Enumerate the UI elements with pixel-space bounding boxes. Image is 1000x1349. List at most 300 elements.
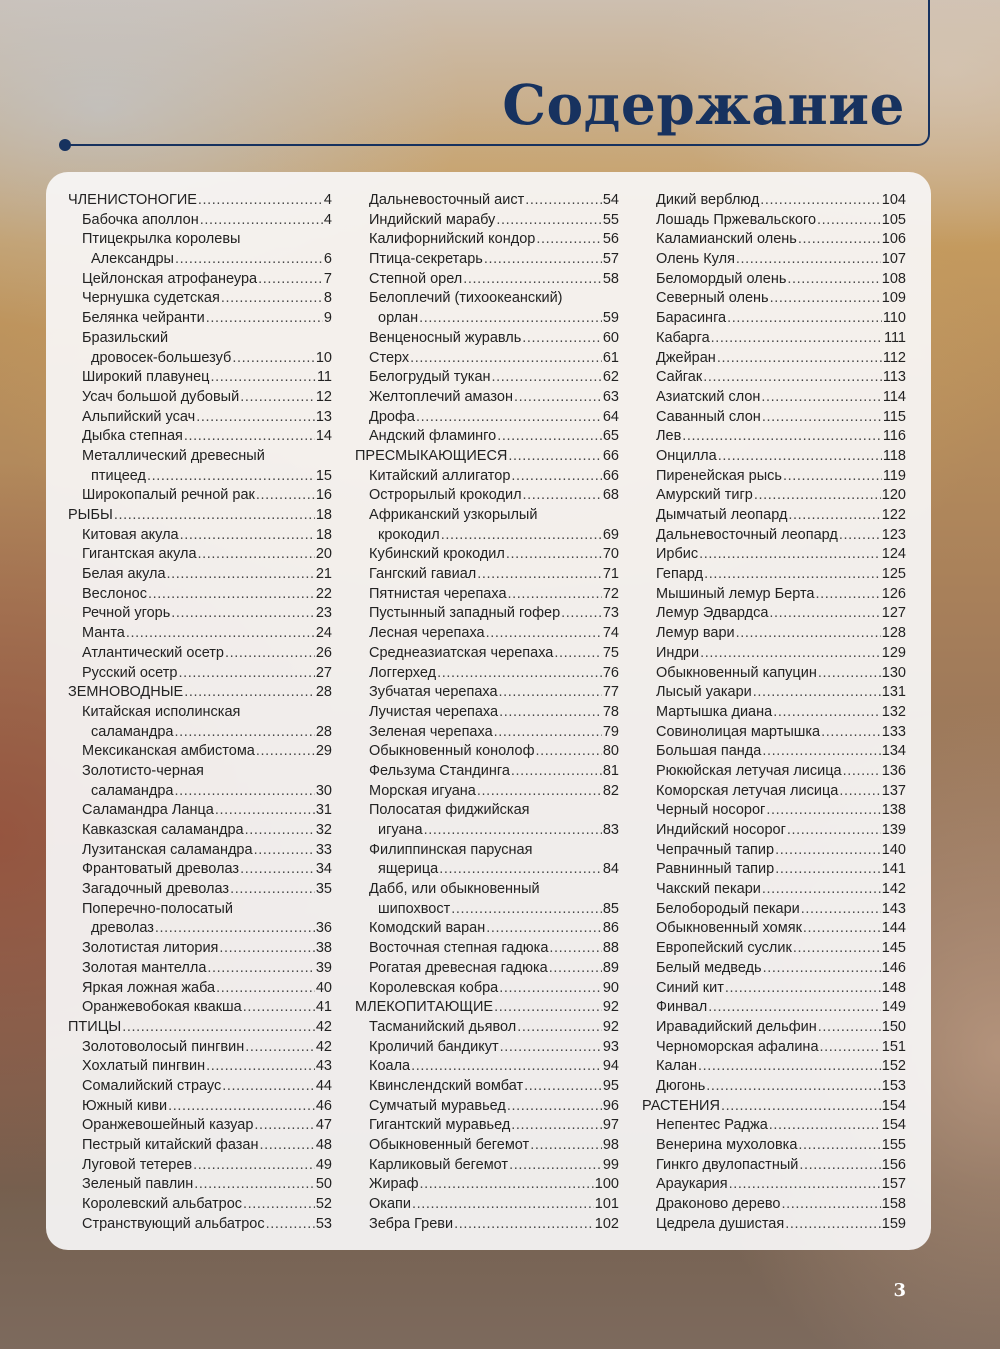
- toc-entry-title: Птицекрылка королевы: [82, 231, 241, 248]
- toc-entry-title: Барасинга: [656, 310, 727, 327]
- toc-dot-leader: [410, 349, 602, 369]
- toc-column-1: [68, 191, 332, 1234]
- toc-dot-leader: [525, 191, 602, 211]
- toc-column-2: [355, 191, 619, 1234]
- toc-entry-title: Мексиканская амбистома: [82, 743, 255, 760]
- toc-entry-page: 131: [881, 684, 906, 701]
- toc-entry: [68, 1077, 332, 1097]
- toc-column-3: [642, 191, 906, 1234]
- toc-dot-leader: [682, 427, 882, 447]
- toc-entry-title: Калан: [656, 1058, 698, 1075]
- toc-entry: [642, 762, 906, 782]
- toc-entry-page: 97: [602, 1117, 619, 1134]
- toc-entry-page: 39: [315, 959, 332, 976]
- toc-entry: [355, 1097, 619, 1117]
- toc-entry-title: Белобородый пекари: [656, 900, 800, 917]
- toc-dot-leader: [703, 368, 882, 388]
- toc-dot-leader: [155, 919, 315, 939]
- toc-entry-page: 128: [881, 625, 906, 642]
- toc-entry: [68, 447, 332, 467]
- toc-entry: [68, 289, 332, 309]
- toc-entry-page: 50: [315, 1176, 332, 1193]
- toc-entry-title: Желтоплечий амазон: [369, 388, 513, 405]
- toc-dot-leader: [259, 1136, 314, 1156]
- toc-entry-title: Оранжевошейный казуар: [82, 1117, 254, 1134]
- toc-entry-page: 137: [881, 782, 906, 799]
- toc-entry-page: 111: [883, 329, 906, 346]
- toc-entry-title: Лузитанская саламандра: [82, 841, 253, 858]
- toc-entry-title: Королевский альбатрос: [82, 1196, 243, 1213]
- toc-entry: [68, 467, 332, 487]
- toc-entry-page: 52: [315, 1196, 332, 1213]
- toc-entry: [355, 211, 619, 231]
- toc-dot-leader: [821, 723, 881, 743]
- toc-dot-leader: [523, 486, 602, 506]
- toc-dot-leader: [511, 762, 602, 782]
- toc-entry-title: саламандра: [91, 782, 174, 799]
- toc-dot-leader: [708, 998, 881, 1018]
- toc-dot-leader: [721, 1097, 881, 1117]
- toc-dot-leader: [763, 959, 881, 979]
- toc-dot-leader: [762, 880, 881, 900]
- toc-panel: [46, 172, 931, 1250]
- toc-entry: [355, 664, 619, 684]
- toc-entry: [642, 1116, 906, 1136]
- toc-entry: [355, 959, 619, 979]
- toc-entry-title: Фельзума Стандинга: [369, 762, 510, 779]
- toc-entry-page: 84: [602, 861, 619, 878]
- toc-entry-title: Зубчатая черепаха: [369, 684, 498, 701]
- toc-entry-page: 77: [602, 684, 619, 701]
- toc-entry-title: Гепард: [656, 566, 704, 583]
- toc-dot-leader: [817, 211, 881, 231]
- toc-entry-page: 42: [315, 1038, 332, 1055]
- toc-entry: [355, 1195, 619, 1215]
- toc-entry: [642, 250, 906, 270]
- toc-entry-title: Филиппинская парусная: [369, 841, 533, 858]
- toc-dot-leader: [240, 388, 315, 408]
- toc-entry-page: 154: [881, 1117, 906, 1134]
- toc-entry-title: игуана: [378, 822, 423, 838]
- toc-entry-page: 16: [315, 487, 332, 504]
- toc-dot-leader: [424, 821, 602, 841]
- toc-entry: [355, 604, 619, 624]
- toc-entry-page: 4: [323, 192, 332, 208]
- toc-dot-leader: [788, 506, 880, 526]
- toc-entry-title: Китайская исполинская: [82, 703, 241, 720]
- toc-entry: [642, 664, 906, 684]
- toc-entry: [68, 270, 332, 290]
- toc-entry-page: 66: [602, 447, 619, 464]
- toc-entry-page: 85: [602, 900, 619, 917]
- toc-entry-page: 49: [315, 1156, 332, 1173]
- toc-dot-leader: [245, 1038, 315, 1058]
- toc-dot-leader: [243, 1195, 315, 1215]
- toc-entry-title: Кабарга: [656, 329, 710, 346]
- toc-entry-title: Логгерхед: [369, 664, 437, 681]
- toc-entry: [68, 388, 332, 408]
- toc-entry-page: 132: [881, 703, 906, 720]
- toc-dot-leader: [484, 250, 602, 270]
- toc-entry: [642, 309, 906, 329]
- toc-entry-title: Острорылый крокодил: [369, 487, 522, 504]
- toc-section-heading: [68, 191, 332, 211]
- toc-entry-page: 158: [881, 1196, 906, 1213]
- toc-entry: [642, 1057, 906, 1077]
- toc-dot-leader: [754, 486, 881, 506]
- toc-entry-title: Лесная черепаха: [369, 625, 485, 642]
- toc-dot-leader: [536, 230, 602, 250]
- toc-dot-leader: [506, 545, 602, 565]
- toc-dot-leader: [508, 585, 602, 605]
- toc-entry-page: 12: [315, 388, 332, 405]
- toc-entry: [642, 289, 906, 309]
- toc-entry-title: Жираф: [369, 1176, 419, 1193]
- toc-dot-leader: [530, 1136, 602, 1156]
- toc-entry-title: Европейский суслик: [656, 940, 792, 957]
- toc-entry: [642, 467, 906, 487]
- toc-entry-page: 34: [315, 861, 332, 878]
- toc-entry: [355, 939, 619, 959]
- toc-entry-title: Пятнистая черепаха: [369, 585, 507, 602]
- toc-entry-title: Белогрудый тукан: [369, 369, 491, 386]
- toc-entry-title: Кавказская саламандра: [82, 822, 244, 838]
- toc-dot-leader: [816, 585, 881, 605]
- toc-section-heading: [355, 447, 619, 467]
- toc-entry-title: Дыбка степная: [82, 428, 183, 445]
- toc-entry-title: Мышиный лемур Берта: [656, 585, 815, 602]
- toc-entry: [642, 388, 906, 408]
- toc-entry: [355, 191, 619, 211]
- toc-entry-title: Онцилла: [656, 447, 717, 464]
- toc-entry-title: Зеленый павлин: [82, 1176, 194, 1193]
- toc-entry-title: Альпийский усач: [82, 408, 196, 425]
- toc-dot-leader: [232, 349, 315, 369]
- toc-dot-leader: [494, 998, 602, 1018]
- toc-entry-page: 102: [594, 1215, 619, 1232]
- toc-entry: [355, 289, 619, 309]
- toc-entry-title: Дымчатый леопард: [656, 507, 788, 523]
- toc-entry-title: Чакский пекари: [656, 881, 761, 898]
- toc-entry: [355, 270, 619, 290]
- toc-entry-page: 108: [881, 270, 906, 287]
- toc-entry-title: Сумчатый муравьед: [369, 1097, 506, 1114]
- toc-dot-leader: [266, 1215, 315, 1235]
- toc-entry-page: 20: [315, 546, 332, 563]
- toc-dot-leader: [793, 939, 881, 959]
- toc-entry-title: Чепрачный тапир: [656, 841, 775, 858]
- toc-entry: [355, 860, 619, 880]
- toc-dot-leader: [760, 191, 881, 211]
- toc-entry-title: Дрофа: [369, 408, 415, 425]
- toc-entry-title: Рюкюйская летучая лисица: [656, 762, 842, 779]
- toc-entry-page: 115: [882, 408, 906, 425]
- toc-entry: [642, 270, 906, 290]
- toc-dot-leader: [148, 585, 315, 605]
- toc-entry-page: 105: [881, 211, 906, 228]
- toc-entry-page: 54: [602, 192, 619, 208]
- toc-entry-title: Совинолицая мартышка: [656, 723, 821, 740]
- toc-dot-leader: [437, 664, 602, 684]
- toc-entry-page: 92: [602, 999, 619, 1016]
- toc-entry-title: Ирбис: [656, 546, 699, 563]
- page-title: Содержание: [502, 72, 905, 137]
- toc-entry: [355, 1077, 619, 1097]
- toc-entry-title: ЗЕМНОВОДНЫЕ: [68, 684, 184, 701]
- toc-entry: [355, 644, 619, 664]
- toc-dot-leader: [439, 860, 602, 880]
- toc-entry-page: 86: [602, 920, 619, 937]
- toc-entry-page: 71: [602, 566, 619, 583]
- toc-entry-title: Атлантический осетр: [82, 644, 224, 661]
- toc-entry-title: древолаз: [91, 920, 154, 937]
- toc-entry-title: Птица-секретарь: [369, 251, 483, 268]
- toc-entry-page: 141: [881, 861, 906, 878]
- toc-entry: [642, 723, 906, 743]
- toc-entry-title: Цедрела душистая: [656, 1215, 785, 1232]
- toc-dot-leader: [725, 979, 881, 999]
- toc-entry: [642, 447, 906, 467]
- toc-entry: [355, 703, 619, 723]
- toc-dot-leader: [496, 211, 602, 231]
- toc-dot-leader: [206, 1057, 315, 1077]
- toc-dot-leader: [517, 1018, 602, 1038]
- toc-entry: [68, 979, 332, 999]
- toc-entry: [642, 368, 906, 388]
- toc-entry-title: Беломордый олень: [656, 270, 787, 287]
- toc-entry-page: 63: [602, 388, 619, 405]
- toc-dot-leader: [463, 270, 602, 290]
- toc-entry: [355, 1215, 619, 1235]
- toc-dot-leader: [477, 565, 602, 585]
- toc-entry-title: Индри: [656, 644, 700, 661]
- toc-entry: [68, 486, 332, 506]
- toc-entry-page: 14: [315, 428, 332, 445]
- toc-entry-page: 100: [594, 1176, 619, 1193]
- toc-dot-leader: [254, 1116, 314, 1136]
- toc-entry-title: Африканский узкорылый: [369, 507, 538, 523]
- toc-entry-title: Морская игуана: [369, 782, 476, 799]
- toc-entry: [68, 1195, 332, 1215]
- toc-entry-title: Поперечно-полосатый: [82, 900, 233, 917]
- toc-entry-page: 69: [602, 526, 619, 543]
- toc-entry: [642, 1136, 906, 1156]
- toc-entry-page: 150: [881, 1018, 906, 1035]
- toc-entry: [68, 1116, 332, 1136]
- toc-entry-title: Дальневосточный леопард: [656, 526, 838, 543]
- toc-entry-title: Гангский гавиал: [369, 566, 477, 583]
- toc-dot-leader: [799, 1156, 880, 1176]
- toc-entry-page: 10: [315, 349, 332, 366]
- toc-entry-title: ПТИЦЫ: [68, 1018, 122, 1035]
- toc-entry-title: Чернушка судетская: [82, 290, 220, 307]
- toc-entry-page: 31: [315, 802, 332, 819]
- toc-entry-title: Саламандра Ланца: [82, 802, 214, 819]
- toc-entry-title: Тасманийский дьявол: [369, 1018, 517, 1035]
- toc-entry: [68, 211, 332, 231]
- toc-dot-leader: [839, 782, 880, 802]
- toc-entry-page: 92: [602, 1018, 619, 1035]
- toc-entry: [355, 683, 619, 703]
- toc-entry: [642, 703, 906, 723]
- toc-entry-title: Пестрый китайский фазан: [82, 1137, 259, 1153]
- toc-entry-page: 55: [602, 211, 619, 228]
- toc-dot-leader: [225, 644, 315, 664]
- toc-entry: [355, 1038, 619, 1058]
- toc-dot-leader: [174, 723, 314, 743]
- toc-entry-page: 40: [315, 979, 332, 996]
- toc-entry-page: 153: [881, 1077, 906, 1094]
- toc-entry: [68, 1215, 332, 1235]
- toc-dot-leader: [787, 821, 881, 841]
- toc-entry-title: Золотисто-черная: [82, 762, 204, 779]
- toc-entry-page: 44: [315, 1077, 332, 1094]
- toc-entry-title: Белянка чейранти: [82, 310, 205, 327]
- toc-dot-leader: [711, 329, 883, 349]
- toc-entry-page: 26: [315, 644, 332, 661]
- toc-entry: [642, 329, 906, 349]
- toc-entry-title: Оранжевобокая квакша: [82, 999, 242, 1016]
- toc-entry-title: дровосек-большезуб: [91, 349, 232, 366]
- toc-entry: [642, 683, 906, 703]
- toc-entry-title: Драконово дерево: [656, 1196, 781, 1213]
- toc-entry-title: Гигантская акула: [82, 546, 197, 563]
- toc-dot-leader: [507, 1097, 602, 1117]
- toc-entry-title: Саванный слон: [656, 408, 761, 425]
- toc-entry-title: Манта: [82, 625, 125, 642]
- toc-entry-title: Непентес Раджа: [656, 1117, 768, 1134]
- toc-dot-leader: [769, 604, 880, 624]
- toc-entry-title: Широкий плавунец: [82, 369, 210, 386]
- toc-entry-title: МЛЕКОПИТАЮЩИЕ: [355, 999, 494, 1016]
- toc-dot-leader: [198, 191, 323, 211]
- toc-entry-page: 109: [881, 290, 906, 307]
- toc-entry: [355, 1175, 619, 1195]
- toc-entry-page: 38: [315, 940, 332, 957]
- toc-entry: [642, 191, 906, 211]
- toc-entry-page: 127: [881, 605, 906, 622]
- toc-entry-title: Бабочка аполлон: [82, 211, 199, 228]
- toc-entry-page: 15: [315, 467, 332, 484]
- toc-dot-leader: [499, 979, 602, 999]
- toc-entry: [355, 585, 619, 605]
- toc-dot-leader: [245, 821, 315, 841]
- toc-dot-leader: [706, 1077, 881, 1097]
- toc-entry-title: Комодский варан: [369, 920, 486, 937]
- toc-dot-leader: [766, 801, 880, 821]
- toc-entry: [68, 309, 332, 329]
- toc-entry: [642, 427, 906, 447]
- toc-entry-title: Дюгонь: [656, 1077, 706, 1094]
- toc-entry: [642, 506, 906, 526]
- toc-entry-title: орлан: [378, 310, 419, 327]
- toc-dot-leader: [258, 270, 323, 290]
- toc-section-heading: [642, 1097, 906, 1117]
- toc-entry-page: 61: [602, 349, 619, 366]
- toc-dot-leader: [419, 309, 602, 329]
- toc-dot-leader: [441, 526, 602, 546]
- toc-entry: [642, 565, 906, 585]
- toc-entry-title: Пустынный западный гофер: [369, 605, 561, 622]
- toc-dot-leader: [499, 703, 602, 723]
- toc-entry: [68, 1136, 332, 1156]
- toc-entry-page: 99: [602, 1156, 619, 1173]
- toc-entry-page: 151: [881, 1038, 906, 1055]
- toc-entry: [68, 782, 332, 802]
- toc-entry: [355, 368, 619, 388]
- toc-dot-leader: [193, 1156, 315, 1176]
- toc-entry: [355, 486, 619, 506]
- toc-dot-leader: [486, 624, 602, 644]
- toc-entry-title: Белый медведь: [656, 959, 762, 976]
- toc-entry-page: 119: [882, 467, 906, 484]
- toc-dot-leader: [522, 329, 602, 349]
- toc-entry-page: 142: [881, 881, 906, 898]
- toc-entry: [68, 329, 332, 349]
- toc-entry: [642, 939, 906, 959]
- toc-entry: [642, 604, 906, 624]
- toc-entry-title: Индийский носорог: [656, 822, 786, 838]
- toc-entry: [642, 526, 906, 546]
- toc-entry: [355, 349, 619, 369]
- toc-entry: [642, 880, 906, 900]
- toc-entry-page: 133: [881, 723, 906, 740]
- toc-dot-leader: [704, 565, 881, 585]
- toc-dot-leader: [492, 368, 602, 388]
- toc-dot-leader: [536, 742, 602, 762]
- toc-dot-leader: [451, 900, 602, 920]
- toc-entry-title: Кубинский крокодил: [369, 546, 505, 563]
- toc-entry-page: 74: [602, 625, 619, 642]
- title-frame-dot: [59, 139, 71, 151]
- toc-entry: [642, 230, 906, 250]
- toc-entry-title: Северный олень: [656, 290, 769, 307]
- toc-entry-title: Джейран: [656, 349, 716, 366]
- toc-dot-leader: [736, 624, 881, 644]
- toc-entry-page: 8: [323, 290, 332, 307]
- toc-entry-title: Каламианский олень: [656, 231, 797, 248]
- toc-entry-page: 154: [881, 1097, 906, 1114]
- toc-entry: [355, 467, 619, 487]
- toc-dot-leader: [416, 408, 602, 428]
- toc-entry-page: 123: [881, 526, 906, 543]
- toc-entry-page: 114: [882, 388, 906, 405]
- toc-dot-leader: [420, 1175, 594, 1195]
- toc-entry-page: 23: [315, 605, 332, 622]
- toc-dot-leader: [174, 782, 314, 802]
- toc-dot-leader: [783, 467, 882, 487]
- toc-entry-title: Венерина мухоловка: [656, 1137, 798, 1153]
- toc-entry: [642, 1215, 906, 1235]
- toc-entry-title: Амурский тигр: [656, 487, 753, 504]
- toc-dot-leader: [729, 1175, 881, 1195]
- toc-entry: [355, 723, 619, 743]
- toc-dot-leader: [222, 1077, 315, 1097]
- toc-dot-leader: [494, 723, 602, 743]
- toc-entry-page: 70: [602, 546, 619, 563]
- toc-entry-page: 59: [602, 310, 619, 327]
- toc-dot-leader: [801, 900, 881, 920]
- toc-entry-page: 98: [602, 1137, 619, 1153]
- toc-entry: [355, 388, 619, 408]
- toc-entry: [68, 860, 332, 880]
- toc-entry: [68, 1097, 332, 1117]
- toc-entry-title: Степной орел: [369, 270, 463, 287]
- toc-dot-leader: [785, 1215, 881, 1235]
- toc-entry-page: 144: [881, 920, 906, 937]
- toc-entry: [642, 801, 906, 821]
- toc-entry: [642, 1195, 906, 1215]
